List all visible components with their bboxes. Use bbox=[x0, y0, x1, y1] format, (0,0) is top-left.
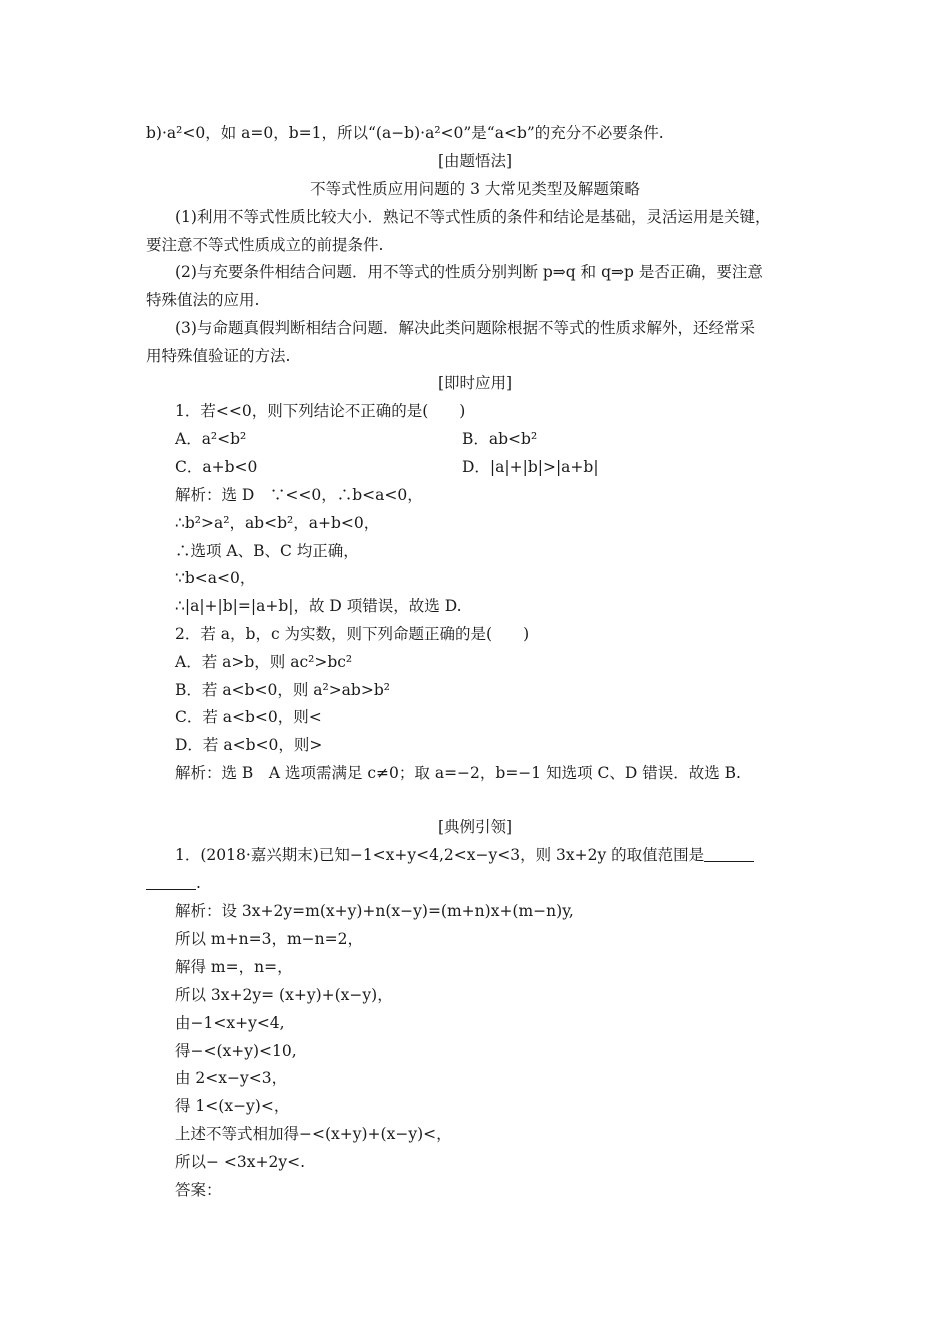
strategy-3-line-1: (3)与命题真假判断相结合问题．解决此类问题除根据不等式的性质求解外，还经常采 bbox=[175, 319, 755, 337]
example-1-stem bbox=[175, 845, 754, 865]
question-2-option-b: B．若 a<b<0，则 a²>ab>b² bbox=[175, 681, 390, 699]
question-2-solution: 解析：选 B A 选项需满足 c≠0；取 a=−2，b=−1 知选项 C、D 错误．故选 B. bbox=[175, 764, 741, 782]
question-1-solution-2: ∴b²>a²，ab<b²，a+b<0， bbox=[175, 514, 380, 532]
example-1-step-1: 解析：设 3x+2y=m(x+y)+n(x−y)=(m+n)x+(m−n)y, bbox=[175, 902, 574, 920]
example-1-step-4: 所以 3x+2y= (x+y)+(x−y)， bbox=[175, 986, 393, 1004]
example-1-stem-end bbox=[146, 873, 201, 893]
section-title-dianliyinling: [典例引领] bbox=[437, 818, 513, 836]
example-1-step-10: 所以− <3x+2y<. bbox=[175, 1153, 306, 1171]
question-2-stem: 2．若 a，b，c 为实数，则下列命题正确的是( ) bbox=[175, 625, 530, 643]
example-1-step-6: 得−<(x+y)<10, bbox=[175, 1042, 297, 1060]
answer-blank bbox=[704, 847, 754, 862]
question-1-option-d: D．|a|+|b|>|a+b| bbox=[462, 458, 599, 476]
example-1-step-8: 得 1<(x−y)<， bbox=[175, 1097, 290, 1115]
example-1-step-9: 上述不等式相加得−<(x+y)+(x−y)<， bbox=[175, 1125, 452, 1143]
question-1-option-b: B．ab<b² bbox=[462, 430, 538, 448]
question-1-solution-5: ∴|a|+|b|=|a+b|，故 D 项错误，故选 D. bbox=[175, 597, 462, 615]
example-1-answer-label: 答案： bbox=[175, 1181, 222, 1199]
example-1-stem-period: . bbox=[196, 874, 201, 892]
question-1-solution-4: ∵b<a<0， bbox=[175, 569, 256, 587]
strategy-2-line-2: 特殊值法的应用. bbox=[146, 291, 260, 309]
question-2-option-c: C．若 a<b<0，则< bbox=[175, 708, 322, 726]
section-title-jishiyingyong: [即时应用] bbox=[437, 374, 513, 392]
answer-blank-continued bbox=[146, 875, 196, 890]
question-1-stem: 1．若<<0，则下列结论不正确的是( ) bbox=[175, 402, 466, 420]
example-1-step-7: 由 2<x−y<3， bbox=[175, 1069, 288, 1087]
continuation-line: b)·a²<0，如 a=0，b=1，所以“(a−b)·a²<0”是“a<b”的充分不必要条件. bbox=[146, 124, 664, 142]
question-1-option-a: A．a²<b² bbox=[175, 430, 247, 448]
question-1-solution-3: ∴选项 A、B、C 均正确， bbox=[175, 542, 359, 560]
strategy-1-line-1: (1)利用不等式性质比较大小．熟记不等式性质的条件和结论是基础，灵活运用是关键， bbox=[175, 208, 771, 226]
example-1-step-3: 解得 m=，n=， bbox=[175, 958, 293, 976]
example-1-stem-text: 1．(2018·嘉兴期末)已知−1<x+y<4,2<x−y<3，则 3x+2y 的取值范围是 bbox=[175, 846, 705, 864]
section-subtitle: 不等式性质应用问题的 3 大常见类型及解题策略 bbox=[310, 180, 640, 198]
strategy-3-line-2: 用特殊值验证的方法. bbox=[146, 347, 291, 365]
strategy-1-line-2: 要注意不等式性质成立的前提条件. bbox=[146, 236, 384, 254]
strategy-2-line-1: (2)与充要条件相结合问题．用不等式的性质分别判断 p⇒q 和 q⇒p 是否正确，要注意 bbox=[175, 263, 763, 281]
question-2-option-a: A．若 a>b，则 ac²>bc² bbox=[175, 653, 353, 671]
example-1-step-5: 由−1<x+y<4, bbox=[175, 1014, 285, 1032]
question-2-option-d: D．若 a<b<0，则> bbox=[175, 736, 323, 754]
example-1-step-2: 所以 m+n=3，m−n=2， bbox=[175, 930, 363, 948]
section-title-youtiwufa: [由题悟法] bbox=[437, 152, 513, 170]
question-1-option-c: C．a+b<0 bbox=[175, 458, 258, 476]
question-1-solution-1: 解析：选 D ∵<<0，∴b<a<0， bbox=[175, 486, 423, 504]
